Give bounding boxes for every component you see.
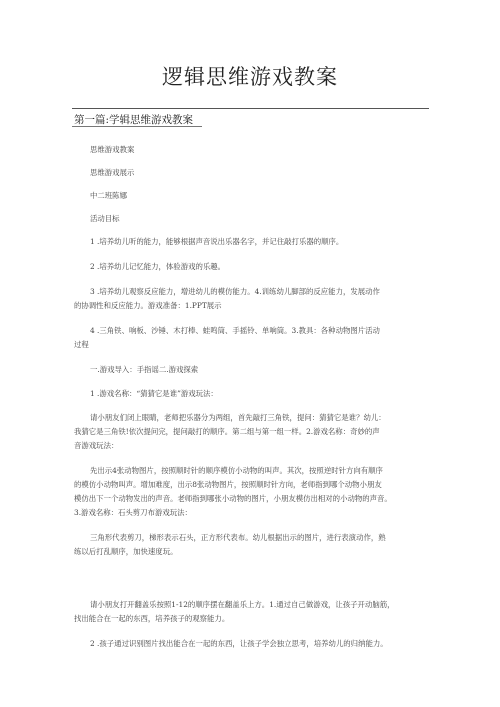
section-heading: 第一篇:学辑思维游戏教案 <box>74 114 194 126</box>
paragraph: 请小朋友打开翻盖乐按照1-12的顺序摆在翻盖乐上方。1.通过自己做游戏，让孩子开动脑筋， <box>90 600 395 609</box>
paragraph-continuation: 我猜它是三角铁!依次提问完，提问敲打的顺序。第二组与第一组一样。2.游戏名称：奇妙的声 <box>74 427 380 436</box>
paragraph-continuation: 的协调性和反应能力。游戏准备：1.PPT展示 <box>74 301 222 310</box>
paragraph-continuation: 练以后打乱顺序，加快速度玩。 <box>74 547 178 556</box>
paragraph-continuation: 找出能合在一起的东西，培养孩子的观察能力。 <box>74 614 230 623</box>
paragraph: 2 .培养幼儿记忆能力，体验游戏的乐趣。 <box>90 262 226 271</box>
section-heading-underline <box>72 126 202 127</box>
paragraph-continuation: 的模仿小动物叫声。增加难度，出示8张动物图片，按照顺时针方向，老师指到哪个动物小朋友 <box>74 480 382 489</box>
paragraph: 先出示4张动物图片，按照顺时针的顺序模仿小动物的叫声。其次，按照逆时针方向有顺序 <box>90 466 383 475</box>
paragraph: 思维游戏展示 <box>90 168 135 177</box>
section-divider <box>72 108 429 109</box>
paragraph: 思维游戏教案 <box>90 145 135 154</box>
paragraph: 一.游戏导入：手指谣二.游戏探索 <box>90 365 199 374</box>
paragraph: 三角形代表剪刀，梯形表示石头，正方形代表布。幼儿根据出示的图片，进行表演动作，熟 <box>90 533 386 542</box>
paragraph: 2 .孩子通过识别图片找出能合在一起的东西，让孩子学会独立思考，培养幼儿的归纳能力。 <box>90 639 388 648</box>
paragraph: 4 .三角铁、响板、沙锤、木打棒、蛙鸣筒、手摇铃、单响筒。3.教具：各种动物图片活动 <box>90 326 380 335</box>
paragraph-continuation: 模仿出下一个动物发出的声音。老师指到哪张小动物的图片，小朋友模仿出相对的小动物的声音。 <box>74 494 392 503</box>
paragraph-continuation: 音游戏玩法： <box>74 441 119 450</box>
paragraph: 1 .培养幼儿听的能力，能够根据声音说出乐器名字，并记住敲打乐器的顺序。 <box>90 237 344 246</box>
paragraph-continuation: 过程 <box>74 340 89 349</box>
paragraph: 请小朋友们闭上眼睛，老师把乐器分为两组，首先敲打三角铁，提问：猜猜它是谁？幼儿： <box>90 413 386 422</box>
paragraph-continuation: 3.游戏名称：石头剪刀布游戏玩法： <box>74 508 192 517</box>
paragraph: 活动目标 <box>90 214 120 223</box>
paragraph: 1 .游戏名称：“猜猜它是谁”游戏玩法： <box>90 389 218 398</box>
paragraph: 中二班陈娜 <box>90 191 127 200</box>
paragraph: 3 .培养幼儿观察反应能力，增进幼儿的模仿能力。4.训练幼儿脚部的反应能力，发展动作 <box>90 287 380 296</box>
document-title: 逻辑思维游戏教案 <box>162 65 338 89</box>
